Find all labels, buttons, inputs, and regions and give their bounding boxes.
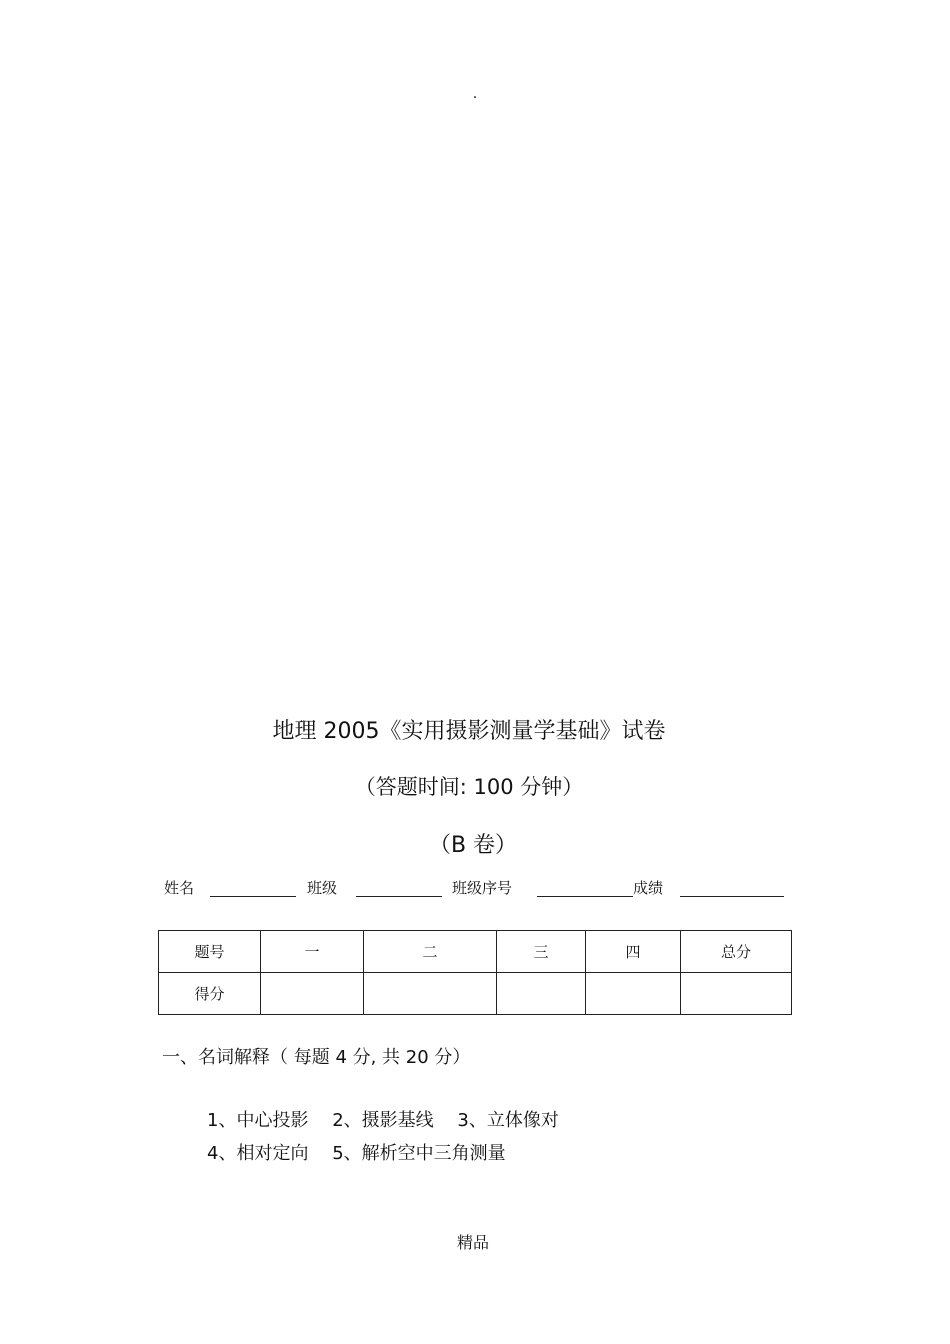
score-cell[interactable] bbox=[681, 973, 792, 1015]
score-cell[interactable] bbox=[364, 973, 497, 1015]
list-item: 4、相对定向 bbox=[207, 1143, 309, 1164]
section-heading: 一、名词解释（ 每题 4 分, 共 20 分） bbox=[162, 1047, 471, 1068]
class-blank[interactable] bbox=[356, 896, 442, 897]
footer-text: 精品 bbox=[456, 1233, 489, 1252]
term-list-line-1 bbox=[207, 1107, 577, 1135]
header-dot: . bbox=[472, 86, 478, 102]
student-info-row bbox=[164, 876, 804, 900]
exam-duration: （答题时间: 100 分钟） bbox=[354, 775, 584, 799]
score-table bbox=[158, 930, 792, 1015]
table-header-cell: 题号 bbox=[159, 931, 261, 973]
score-cell[interactable] bbox=[497, 973, 586, 1015]
list-item: 3、立体像对 bbox=[457, 1110, 559, 1131]
seat-number-label: 班级序号 bbox=[452, 879, 513, 897]
table-header-cell: 四 bbox=[586, 931, 681, 973]
exam-title: 地理 2005《实用摄影测量学基础》试卷 bbox=[272, 719, 666, 744]
term-list-line-2 bbox=[207, 1140, 524, 1168]
name-blank[interactable] bbox=[210, 896, 296, 897]
table-header-cell: 二 bbox=[364, 931, 497, 973]
table-row-label: 得分 bbox=[159, 973, 261, 1015]
table-header-cell: 一 bbox=[261, 931, 364, 973]
score-cell[interactable] bbox=[586, 973, 681, 1015]
table-header-cell: 总分 bbox=[681, 931, 792, 973]
list-item: 2、摄影基线 bbox=[332, 1110, 434, 1131]
score-label: 成绩 bbox=[633, 879, 664, 897]
score-table-header-row bbox=[159, 931, 792, 973]
list-item: 5、解析空中三角测量 bbox=[332, 1143, 506, 1164]
score-cell[interactable] bbox=[261, 973, 364, 1015]
seat-number-blank[interactable] bbox=[537, 896, 633, 897]
list-item: 1、中心投影 bbox=[207, 1110, 309, 1131]
score-blank[interactable] bbox=[680, 896, 784, 897]
name-label: 姓名 bbox=[164, 879, 195, 897]
paper-version: （B 卷） bbox=[428, 833, 518, 858]
table-header-cell: 三 bbox=[497, 931, 586, 973]
score-table-score-row bbox=[159, 973, 792, 1015]
class-label: 班级 bbox=[307, 879, 338, 897]
